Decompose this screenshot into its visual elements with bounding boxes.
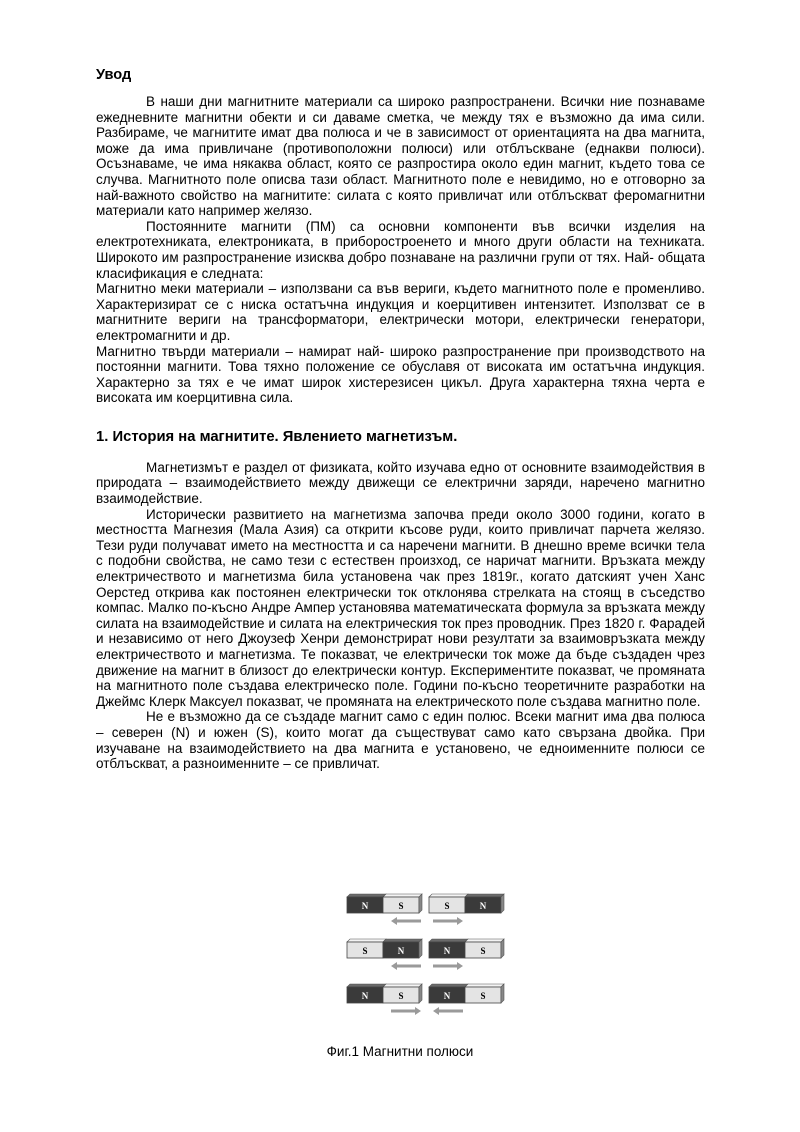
pole-label: S <box>398 991 404 1001</box>
figure-caption: Фиг.1 Магнитни полюси <box>326 1044 474 1059</box>
pole-s <box>429 894 468 913</box>
pole-n <box>465 894 504 913</box>
repel-arrow-right-row-1 <box>433 917 463 925</box>
pole-label: S <box>362 946 368 956</box>
pole-label: N <box>443 946 451 956</box>
pole-s <box>383 894 422 913</box>
pole-label: N <box>361 991 369 1001</box>
pole-label: S <box>480 991 486 1001</box>
magnet-right-row-1 <box>429 894 504 913</box>
section-title-intro: Увод <box>96 67 132 83</box>
intro-paragraph-2: Постоянните магнити (ПМ) са основни компоненти във всички изделия на електротехниката, електрониката, в приборостроенето и много други области на техниката. Широкото им разпространение изисква добро познаване на различни групи от тях. Най- общата класификация е следната: <box>96 218 705 281</box>
pole-n <box>429 939 468 958</box>
pole-n <box>429 984 468 1003</box>
pole-label: S <box>444 901 450 911</box>
pole-label: S <box>480 946 486 956</box>
repel-arrow-left-row-2 <box>391 962 421 970</box>
repel-arrow-right-row-2 <box>433 962 463 970</box>
history-paragraph-3: Не е възможно да се създаде магнит само с един полюс. Всеки магнит има два полюса – северен (N) и южен (S), които могат да съществуват само като свързана двойка. При изучаване на взаимодействието на два магнита е установено, че едноименните полюси се отблъскват, а разноименните – се привличат. <box>96 709 705 772</box>
document-page <box>96 66 705 772</box>
intro-paragraph-3: Магнитно меки материали – използвани са във вериги, където магнитното поле е променливо. Характеризират се с ниска остатъчна индукция и коерцитивен интензитет. Използват се в магнитните вериги на трансформатори, електрически мотори, електрически генератори, електромагнити и др. <box>96 281 705 343</box>
pole-s <box>347 939 386 958</box>
magnet-right-row-2 <box>429 939 504 958</box>
magnet-right-row-3 <box>429 984 504 1003</box>
history-paragraph-2: Исторически развитието на магнетизма започва преди около 3000 години, когато в местността Магнезия (Мала Азия) са открити късове руди, които привличат парчета желязо. Тези руди получават името на местността и са наречени магнити. В днешно време всички тела с подобни свойства, не само тези с естествен произход, се наричат магнити. Връзката между електричеството и магнетизма била установена чак през 1819г., когато датският учен Ханс Оерстед открива как постоянен електрически ток отклонява стрелката на стоящ в съседство компас. Малко по-късно Андре Ампер установява математическата формула за връзката между силата на взаимодействие и силата на електрическия ток през проводник. През 1820 г. Фарадей и независимо от него Джоузеф Хенри демонстрират нови резултати за взаимовръзката между електричеството и магнетизма. Те показват, че електрически ток може да бъде създаден чрез движение на магнит в близост до електрически контур. Експериментите показват, че промяната на магнитното поле създава електрическо поле. Години по-късно теоретичните разработки на Джеймс Клерк Максуел показват, че промяната на електрическото поле създава магнитно поле. <box>96 506 705 709</box>
attract-arrow-left-row-3 <box>391 1007 421 1015</box>
section-title-history: 1. История на магнитите. Явлението магнетизъм. <box>96 428 458 445</box>
pole-s <box>465 939 504 958</box>
history-paragraph-1: Магнетизмът е раздел от физиката, който изучава едно от основните взаимодействия в природата – взаимодействието между движещи се електрични заряди, наречено магнитно взаимодействие. <box>96 459 705 507</box>
pole-label: S <box>398 901 404 911</box>
intro-paragraph-1: В наши дни магнитните материали са широко разпространени. Всички ние познаваме ежедневните магнитни обекти и си даваме сметка, че между тях е възможно да има сили. Разбираме, че магнитите имат два полюса и че в зависимост от ориентацията на два магнита, може да има привличане (противоположни полюси) или отблъскване (еднакви полюси). Осъзнаваме, че има някаква област, която се разпростира около един магнит, където това се случва. Магнитното поле описва тази област. Магнитното поле е невидимо, но е отговорно за най-важното свойство на магнитите: силата с която привличат или отблъскват феромагнитни материали като например желязо. <box>96 94 705 219</box>
pole-s <box>383 984 422 1003</box>
pole-n <box>347 894 386 913</box>
intro-paragraph-4: Магнитно твърди материали – намират най- широко разпространение при производството на постоянни магнити. Това тяхно положение се обуславя от високата им остатъчна индукция. Характерно за тях е че имат широк хистерезисен цикъл. Друга характерна тяхна черта е високата им коерцитивна сила. <box>96 343 705 406</box>
pole-n <box>347 984 386 1003</box>
repel-arrow-left-row-1 <box>391 917 421 925</box>
attract-arrow-right-row-3 <box>433 1007 463 1015</box>
pole-n <box>383 939 422 958</box>
magnet-left-row-3 <box>347 984 422 1003</box>
pole-label: N <box>479 901 487 911</box>
pole-label: N <box>443 991 451 1001</box>
magnet-poles-figure <box>345 892 507 1026</box>
pole-label: N <box>361 901 369 911</box>
magnet-left-row-1 <box>347 894 422 913</box>
pole-s <box>465 984 504 1003</box>
pole-label: N <box>397 946 405 956</box>
magnet-left-row-2 <box>347 939 422 958</box>
